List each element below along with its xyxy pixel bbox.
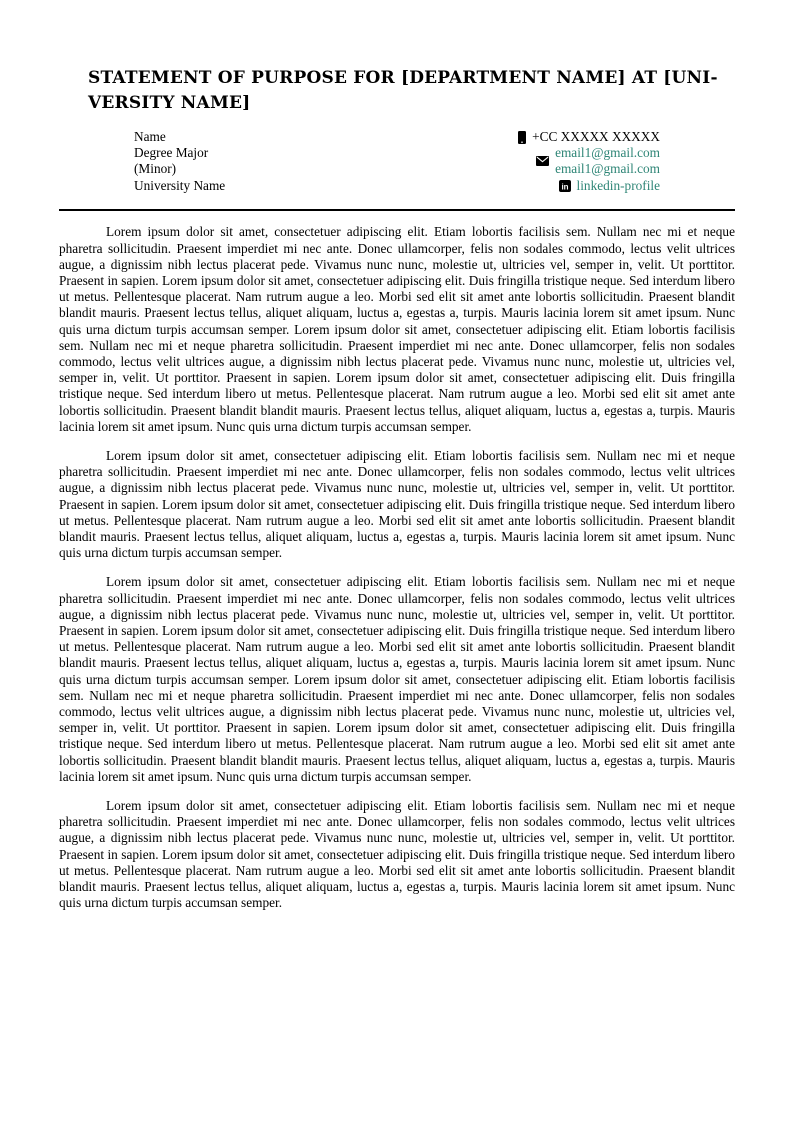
email-link[interactable]: email1@gmail.com: [555, 145, 660, 161]
minor: (Minor): [134, 161, 177, 177]
page-title: [59, 66, 735, 116]
svg-text:in: in: [560, 182, 569, 192]
statement-paragraph: Lorem ipsum dolor sit amet, consectetuer adipiscing elit. Etiam lobortis facilisis sem. Nullam nec mi et neque pharetra sollicitudin. Praesent imperdiet mi nec ante. Donec ullamcorper, felis non sodales commodo, lectus velit ultrices augue, a dignissim nibh lectus placerat pede. Vivamus nunc nunc, molestie ut, ultricies vel, semper in, velit. Ut porttitor. Praesent in sapien. Lorem ipsum dolor sit amet, consectetuer adipiscing elit. Duis fringilla tristique neque. Sed interdum libero ut metus. Pellentesque placerat. Nam rutrum augue a leo. Morbi sed elit sit amet ante lobortis sollicitudin. Praesent blandit blandit mauris. Praesent lectus tellus, aliquet aliquam, luctus a, egestas a, turpis. Mauris lacinia lorem sit amet ipsum. Nunc quis urna dictum turpis accumsan semper. Lorem ipsum dolor sit amet, consectetuer adipiscing elit. Etiam lobortis facilisis sem. Nullam nec mi et neque pharetra sollicitudin. Praesent imperdiet mi nec ante. Donec ullamcorper, felis non sodales commodo, lectus velit ultrices augue, a dignissim nibh lectus placerat pede. Vivamus nunc nunc, molestie ut, ultricies vel, semper in, velit. Ut porttitor. Praesent in sapien. Lorem ipsum dolor sit amet, consectetuer adipiscing elit. Duis fringilla tristique neque. Sed interdum libero ut metus. Pellentesque placerat. Nam rutrum augue a leo. Morbi sed elit sit amet ante lobortis sollicitudin. Praesent blandit blandit mauris. Praesent lectus tellus, aliquet aliquam, luctus a, egestas a, turpis. Mauris lacinia lorem sit amet ipsum. Nunc quis urna dictum turpis accumsan semper.: [59, 224, 735, 434]
phone-row: [518, 129, 660, 145]
envelope-icon: [536, 156, 549, 166]
statement-paragraph: Lorem ipsum dolor sit amet, consectetuer adipiscing elit. Etiam lobortis facilisis sem. Nullam nec mi et neque pharetra sollicitudin. Praesent imperdiet mi nec ante. Donec ullamcorper, felis non sodales commodo, lectus velit ultrices augue, a dignissim nibh lectus placerat pede. Vivamus nunc nunc, molestie ut, ultricies vel, semper in, velit. Ut porttitor. Praesent in sapien. Lorem ipsum dolor sit amet, consectetuer adipiscing elit. Duis fringilla tristique neque. Sed interdum libero ut metus. Pellentesque placerat. Nam rutrum augue a leo. Morbi sed elit sit amet ante lobortis sollicitudin. Praesent blandit blandit mauris. Praesent lectus tellus, aliquet aliquam, luctus a, egestas a, turpis. Mauris lacinia lorem sit amet ipsum. Nunc quis urna dictum turpis accumsan semper.: [59, 447, 735, 561]
linkedin-link[interactable]: linkedin-profile: [576, 177, 660, 193]
mobile-phone-icon: [518, 131, 526, 144]
university-name: University Name: [134, 177, 226, 193]
email-list: [555, 145, 660, 177]
horizontal-rule: [59, 209, 735, 212]
statement-paragraph: Lorem ipsum dolor sit amet, consectetuer adipiscing elit. Etiam lobortis facilisis sem. Nullam nec mi et neque pharetra sollicitudin. Praesent imperdiet mi nec ante. Donec ullamcorper, felis non sodales commodo, lectus velit ultrices augue, a dignissim nibh lectus placerat pede. Vivamus nunc nunc, molestie ut, ultricies vel, semper in, velit. Ut porttitor. Praesent in sapien. Lorem ipsum dolor sit amet, consectetuer adipiscing elit. Duis fringilla tristique neque. Sed interdum libero ut metus. Pellentesque placerat. Nam rutrum augue a leo. Morbi sed elit sit amet ante lobortis sollicitudin. Praesent blandit blandit mauris. Praesent lectus tellus, aliquet aliquam, luctus a, egestas a, turpis. Mauris lacinia lorem sit amet ipsum. Nunc quis urna dictum turpis accumsan semper.: [59, 798, 735, 911]
degree-major: Degree Major: [134, 145, 209, 161]
linkedin-icon: [559, 180, 571, 192]
identity-block: [134, 129, 225, 194]
email-link[interactable]: email1@gmail.com: [555, 161, 660, 177]
title-line-1: STATEMENT OF PURPOSE FOR [DEPARTMENT NAME] AT [UNI-: [88, 68, 718, 88]
linkedin-row: [559, 178, 660, 194]
header-block: [59, 129, 735, 194]
email-row: [536, 145, 660, 177]
title-line-2: VERSITY NAME]: [88, 93, 251, 113]
statement-body: [59, 224, 735, 911]
contact-block: [518, 129, 660, 194]
applicant-name: Name: [134, 129, 166, 144]
phone-number: +CC XXXXX XXXXX: [532, 129, 660, 144]
statement-paragraph: Lorem ipsum dolor sit amet, consectetuer adipiscing elit. Etiam lobortis facilisis sem. Nullam nec mi et neque pharetra sollicitudin. Praesent imperdiet mi nec ante. Donec ullamcorper, felis non sodales commodo, lectus velit ultrices augue, a dignissim nibh lectus placerat pede. Vivamus nunc nunc, molestie ut, ultricies vel, semper in, velit. Ut porttitor. Praesent in sapien. Lorem ipsum dolor sit amet, consectetuer adipiscing elit. Duis fringilla tristique neque. Sed interdum libero ut metus. Pellentesque placerat. Nam rutrum augue a leo. Morbi sed elit sit amet ante lobortis sollicitudin. Praesent blandit blandit mauris. Praesent lectus tellus, aliquet aliquam, luctus a, egestas a, turpis. Mauris lacinia lorem sit amet ipsum. Nunc quis urna dictum turpis accumsan semper. Lorem ipsum dolor sit amet, consectetuer adipiscing elit. Etiam lobortis facilisis sem. Nullam nec mi et neque pharetra sollicitudin. Praesent imperdiet mi nec ante. Donec ullamcorper, felis non sodales commodo, lectus velit ultrices augue, a dignissim nibh lectus placerat pede. Vivamus nunc nunc, molestie ut, ultricies vel, semper in, velit. Ut porttitor. Praesent in sapien. Lorem ipsum dolor sit amet, consectetuer adipiscing elit. Duis fringilla tristique neque. Sed interdum libero ut metus. Pellentesque placerat. Nam rutrum augue a leo. Morbi sed elit sit amet ante lobortis sollicitudin. Praesent blandit blandit mauris. Praesent lectus tellus, aliquet aliquam, luctus a, egestas a, turpis. Mauris lacinia lorem sit amet ipsum. Nunc quis urna dictum turpis accumsan semper.: [59, 574, 735, 784]
